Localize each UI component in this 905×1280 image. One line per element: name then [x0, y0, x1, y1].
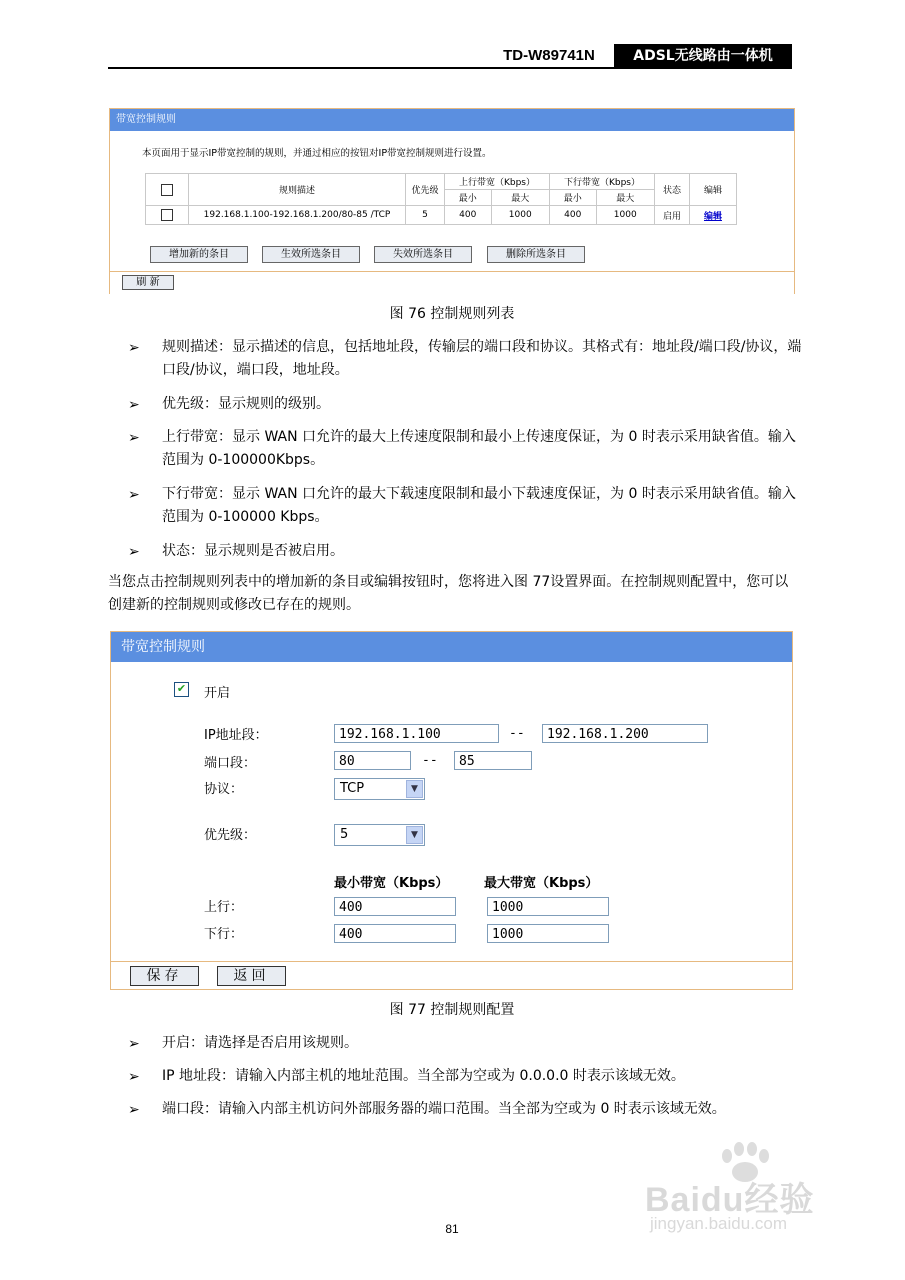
row-up-max: 1000 [491, 206, 549, 225]
row-down-min: 400 [550, 206, 597, 225]
refresh-button[interactable]: 刷 新 [122, 275, 174, 290]
upstream-max-input[interactable]: 1000 [487, 897, 609, 916]
col-priority: 优先级 [406, 174, 445, 206]
figure-76-caption: 图 76 控制规则列表 [389, 306, 515, 322]
panel-title: 带宽控制规则 [111, 632, 792, 662]
col-down-max: 最大 [596, 190, 654, 206]
watermark-url: jingyan.baidu.com [650, 1214, 788, 1233]
watermark-brand: Baidu经验 [645, 1181, 815, 1219]
bullet-marker: ➢ [128, 1036, 140, 1052]
bullet-marker: ➢ [128, 397, 140, 413]
bullet-text: 上行带宽：显示 WAN 口允许的最大上传速度限制和最小上传速度保证，为 0 时表示采用缺省值。输入范围为 0-100000Kbps。 [162, 429, 796, 468]
panel-title: 带宽控制规则 [110, 109, 794, 131]
col-desc: 规则描述 [189, 174, 406, 206]
priority-label: 优先级： [204, 828, 257, 843]
priority-value: 5 [340, 827, 349, 842]
rules-table [145, 173, 737, 225]
bullet-marker: ➢ [128, 340, 140, 356]
protocol-value: TCP [340, 781, 365, 796]
port-range-separator: -- [422, 753, 438, 768]
col-up: 上行带宽（Kbps） [445, 174, 550, 190]
doc-product-title: ADSL无线路由一体机 [614, 44, 792, 68]
row-edit-link[interactable]: 编辑 [703, 211, 722, 222]
col-up-min: 最小 [445, 190, 492, 206]
max-bandwidth-header: 最大带宽（Kbps） [484, 876, 599, 891]
bullet-text: 规则描述：显示描述的信息，包括地址段，传输层的端口段和协议。其格式有：地址段/端口段/协议，端口段/协议，端口段，地址段。 [162, 339, 802, 378]
bullet-marker: ➢ [128, 430, 140, 446]
port-end-input[interactable]: 85 [454, 751, 532, 770]
delete-selected-button[interactable]: 删除所选条目 [487, 246, 585, 263]
col-edit: 编辑 [690, 174, 737, 206]
row-priority: 5 [406, 206, 445, 225]
priority-select[interactable] [334, 824, 425, 846]
chevron-down-icon[interactable]: ▼ [406, 826, 423, 844]
upstream-min-input[interactable]: 400 [334, 897, 456, 916]
row-checkbox[interactable] [161, 209, 173, 221]
panel-description: 本页面用于显示IP带宽控制的规则，并通过相应的按钮对IP带宽控制规则进行设置。 [142, 148, 492, 159]
body-paragraph: 当您点击控制规则列表中的增加新的条目或编辑按钮时，您将进入图 77设置界面。在控制规则配置中，您可以创建新的控制规则或修改已存在的规则。 [108, 574, 789, 613]
bullet-text: 端口段：请输入内部主机访问外部服务器的端口范围。当全部为空或为 0 时表示该域无效。 [162, 1101, 726, 1117]
back-button[interactable]: 返回 [217, 966, 286, 986]
doc-model: TD-W89741N [503, 47, 595, 64]
chevron-down-icon[interactable]: ▼ [406, 780, 423, 798]
enable-label: 开启 [204, 686, 231, 701]
bullet-marker: ➢ [128, 1069, 140, 1085]
row-up-min: 400 [445, 206, 492, 225]
header-rule [108, 67, 792, 69]
panel-footer [110, 271, 794, 294]
bullet-marker: ➢ [128, 487, 140, 503]
bullet-text: IP 地址段：请输入内部主机的地址范围。当全部为空或为 0.0.0.0 时表示该域无效。 [162, 1068, 685, 1084]
protocol-label: 协议： [204, 782, 244, 797]
save-button[interactable]: 保存 [130, 966, 199, 986]
row-status: 启用 [655, 206, 690, 225]
col-status: 状态 [655, 174, 690, 206]
row-edit-cell [690, 206, 737, 225]
row-desc: 192.168.1.100-192.168.1.200/80-85 /TCP [189, 206, 406, 225]
row-down-max: 1000 [596, 206, 654, 225]
bullet-text: 状态：显示规则是否被启用。 [162, 543, 344, 559]
ip-range-label: IP地址段： [204, 728, 268, 743]
bullet-text: 优先级：显示规则的级别。 [162, 396, 330, 412]
bullet-marker: ➢ [128, 544, 140, 560]
ip-end-input[interactable]: 192.168.1.200 [542, 724, 708, 743]
col-down-min: 最小 [550, 190, 597, 206]
enable-selected-button[interactable]: 生效所选条目 [262, 246, 360, 263]
port-start-input[interactable]: 80 [334, 751, 411, 770]
add-entry-button[interactable]: 增加新的条目 [150, 246, 248, 263]
select-all-checkbox[interactable] [161, 184, 173, 196]
ip-start-input[interactable]: 192.168.1.100 [334, 724, 499, 743]
downstream-min-input[interactable]: 400 [334, 924, 456, 943]
col-up-max: 最大 [491, 190, 549, 206]
downstream-label: 下行： [204, 927, 244, 942]
enable-checkbox[interactable]: ✔ [174, 682, 189, 697]
row-select-cell [146, 206, 189, 225]
col-down: 下行带宽（Kbps） [550, 174, 655, 190]
disable-selected-button[interactable]: 失效所选条目 [374, 246, 472, 263]
select-all-cell [146, 174, 189, 206]
bullet-marker: ➢ [128, 1102, 140, 1118]
panel-footer [111, 961, 792, 990]
bullet-text: 开启：请选择是否启用该规则。 [162, 1035, 358, 1051]
bullet-text: 下行带宽：显示 WAN 口允许的最大下载速度限制和最小下载速度保证，为 0 时表示采用缺省值。输入范围为 0-100000 Kbps。 [162, 486, 796, 525]
figure-77-caption: 图 77 控制规则配置 [389, 1002, 515, 1018]
table-row [146, 206, 737, 225]
upstream-label: 上行： [204, 900, 244, 915]
ip-range-separator: -- [509, 726, 525, 741]
rule-list-panel [109, 108, 795, 294]
port-range-label: 端口段： [204, 756, 257, 771]
protocol-select[interactable] [334, 778, 425, 800]
rule-config-panel [110, 631, 793, 990]
downstream-max-input[interactable]: 1000 [487, 924, 609, 943]
min-bandwidth-header: 最小带宽（Kbps） [334, 876, 449, 891]
page-number: 81 [445, 1222, 459, 1236]
